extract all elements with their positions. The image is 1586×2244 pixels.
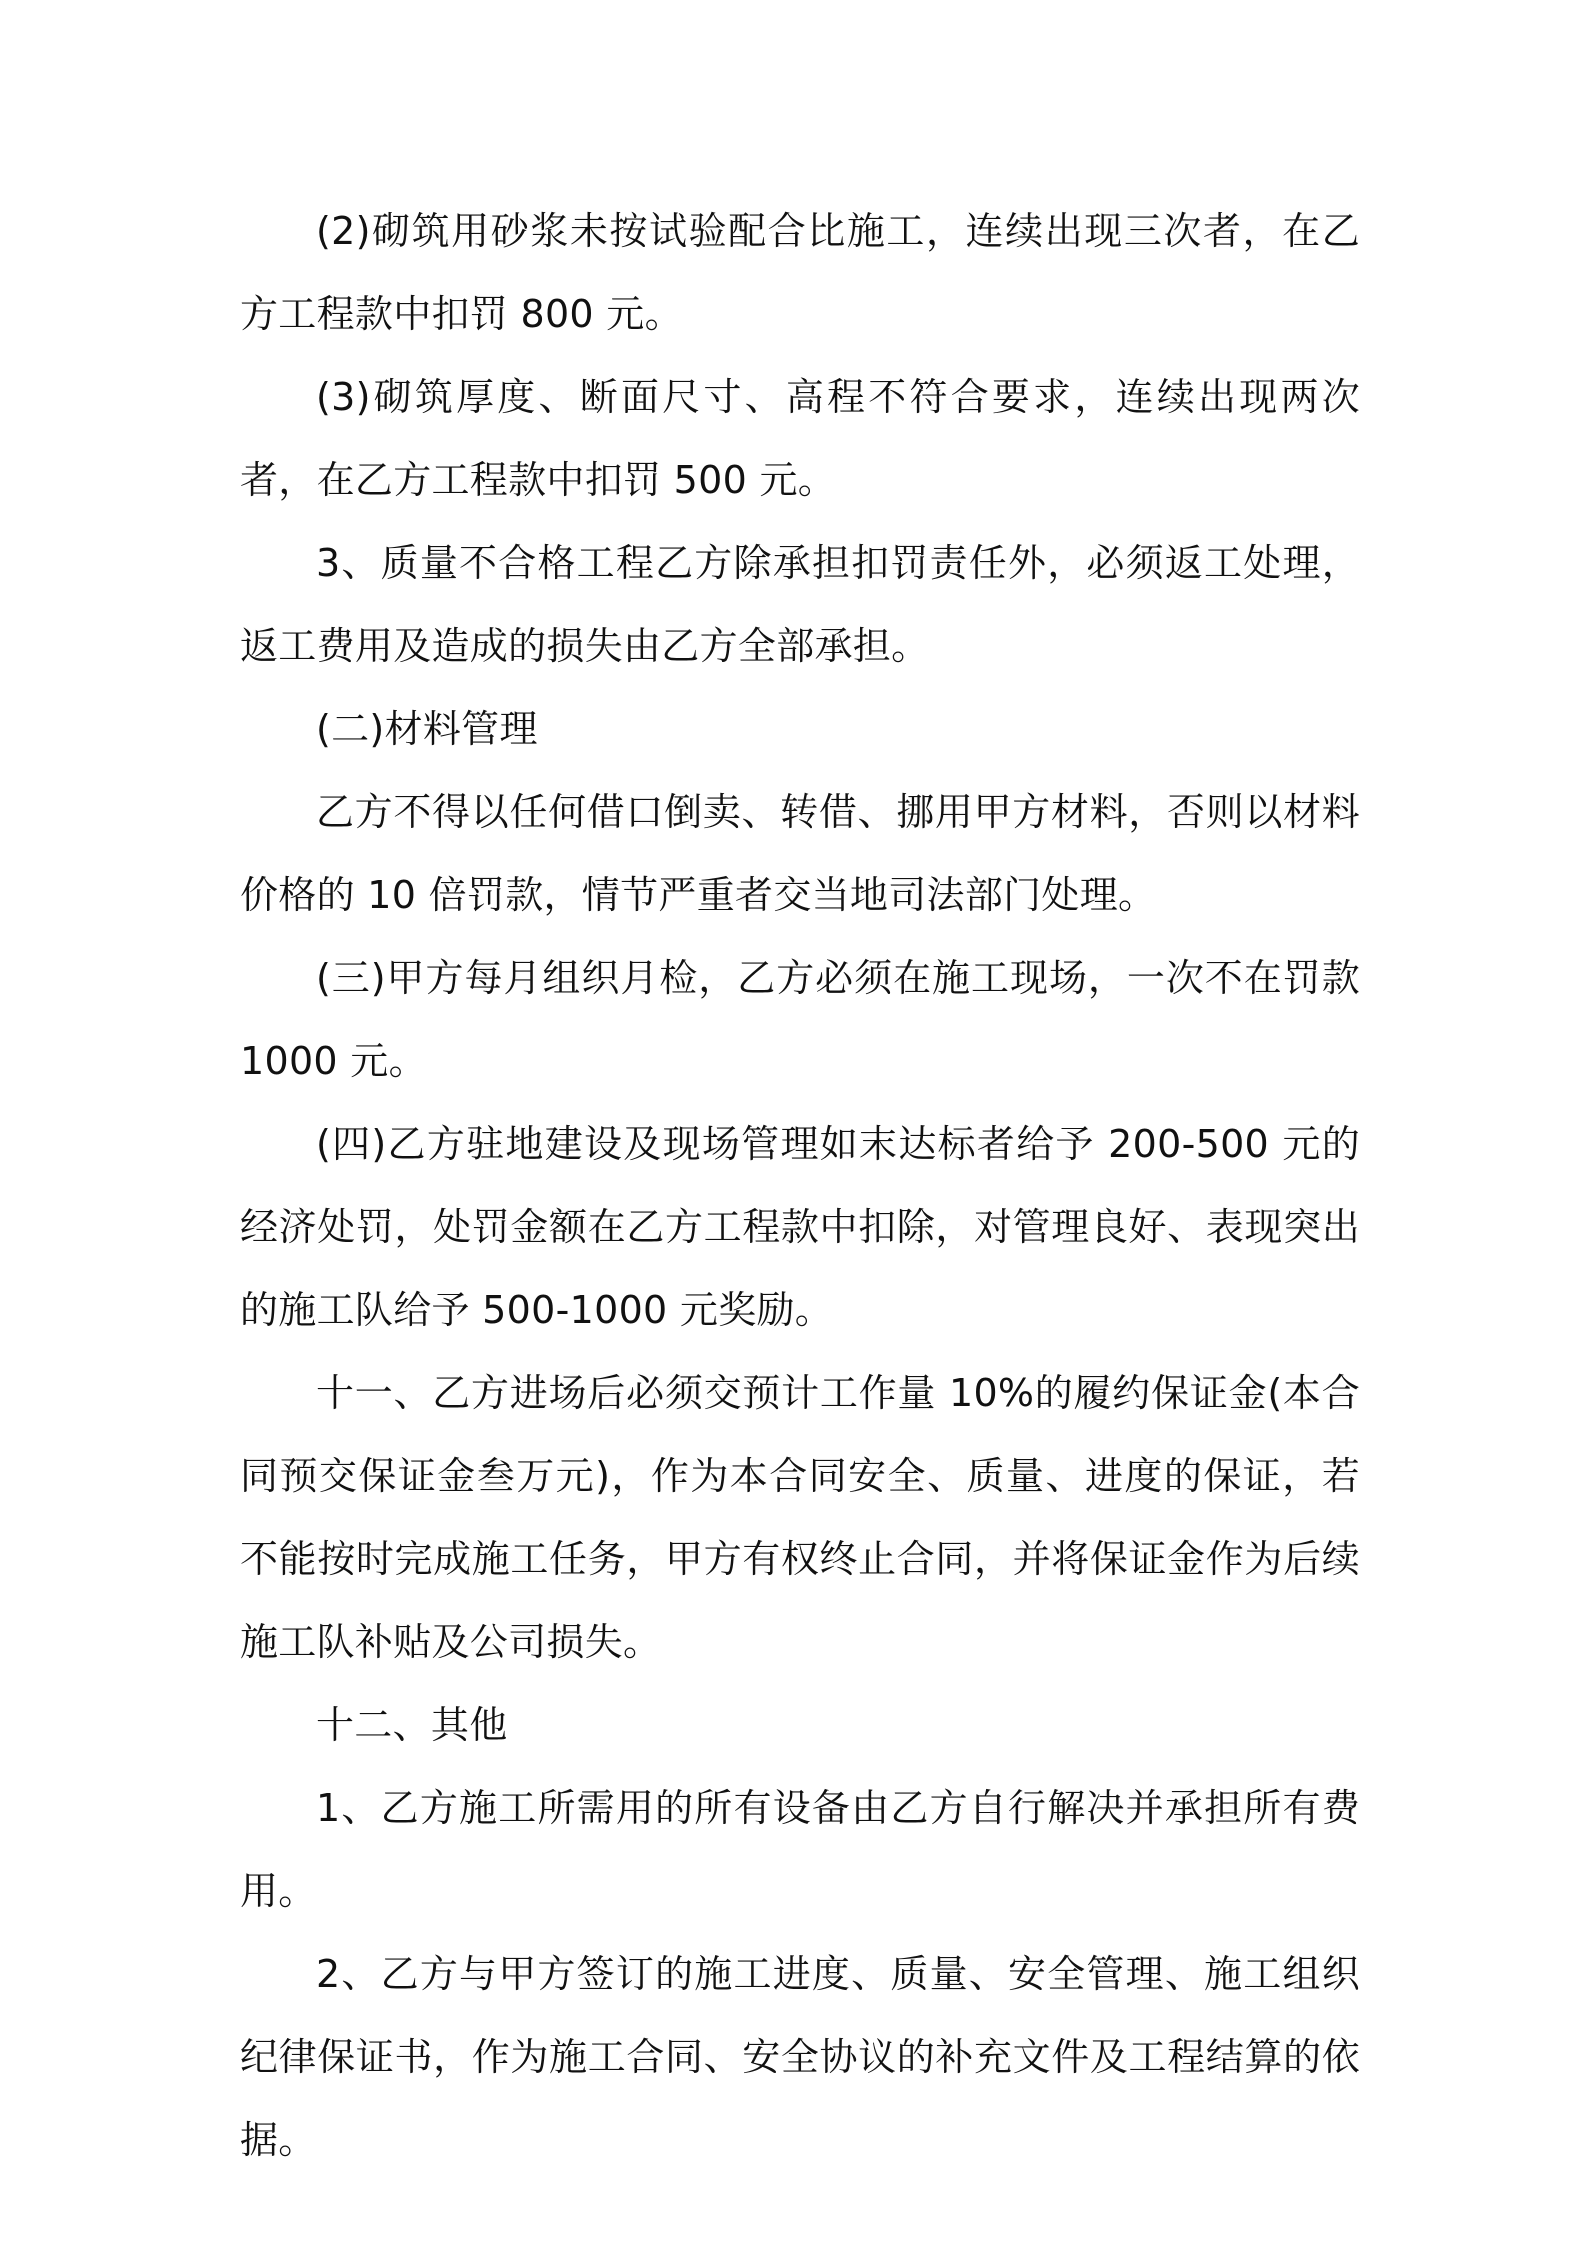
document-body	[240, 190, 1360, 2182]
paragraph-site-management-reward: (四)乙方驻地建设及现场管理如末达标者给予 200-500 元的经济处罚，处罚金额在乙方工程款中扣除，对管理良好、表现突出的施工队给予 500-1000 元奖励。	[240, 1122, 1360, 1332]
paragraph-rework-responsibility: 3、质量不合格工程乙方除承担扣罚责任外，必须返工处理，返工费用及造成的损失由乙方全部承担。	[240, 541, 1360, 668]
paragraph-masonry-dimension-penalty: (3)砌筑厚度、断面尺寸、高程不符合要求，连续出现两次者，在乙方工程款中扣罚 500 元。	[240, 375, 1360, 502]
paragraph-monthly-inspection: (三)甲方每月组织月检，乙方必须在施工现场，一次不在罚款 1000 元。	[240, 956, 1360, 1083]
paragraph-material-misuse-penalty: 乙方不得以任何借口倒卖、转借、挪用甲方材料，否则以材料价格的 10 倍罚款，情节严重者交当地司法部门处理。	[240, 790, 1360, 917]
paragraph-performance-deposit: 十一、乙方进场后必须交预计工作量 10%的履约保证金(本合同预交保证金叁万元)，作为本合同安全、质量、进度的保证，若不能按时完成施工任务，甲方有权终止合同，并将保证金作为后续施工队补贴及公司损失。	[240, 1371, 1360, 1664]
section-heading-material-management: (二)材料管理	[316, 707, 538, 751]
paragraph-mortar-penalty: (2)砌筑用砂浆未按试验配合比施工，连续出现三次者，在乙方工程款中扣罚 800 元。	[240, 209, 1360, 336]
paragraph-equipment-costs: 1、乙方施工所需用的所有设备由乙方自行解决并承担所有费用。	[240, 1786, 1360, 1913]
section-heading-other: 十二、其他	[316, 1703, 508, 1747]
paragraph-guarantee-documents: 2、乙方与甲方签订的施工进度、质量、安全管理、施工组织纪律保证书，作为施工合同、安全协议的补充文件及工程结算的依据。	[240, 1952, 1360, 2162]
